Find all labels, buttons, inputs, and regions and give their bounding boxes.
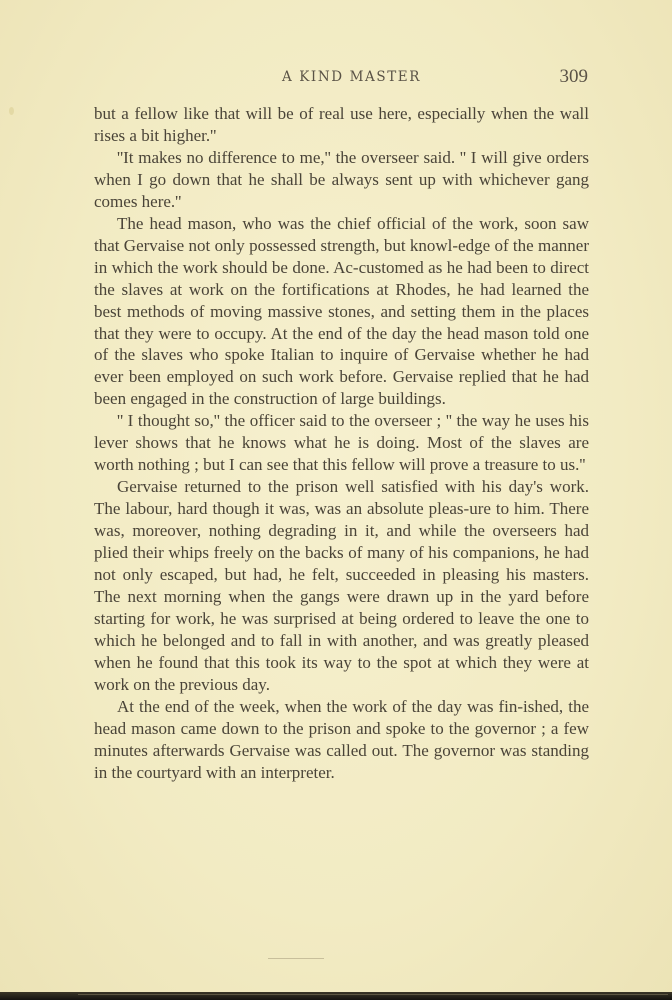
running-head	[0, 66, 672, 90]
paper-blemish	[9, 107, 14, 115]
paragraph: The head mason, who was the chief official of the work, soon saw that Gervaise not only possessed strength, but knowl-edge of the manner in which the work should be done. Ac-customed as he had been to direct the slaves at work on the fortifications at Rhodes, he had learned the best methods of moving massive stones, and setting them in the places that they were to occupy. At the end of the day the head mason told one of the slaves who spoke Italian to inquire of Gervaise whether he had ever been employed on such work before. Gervaise replied that he had been engaged in the construction of large buildings.	[94, 213, 589, 409]
paragraph: but a fellow like that will be of real use here, especially when the wall rises a bit higher.''	[94, 104, 589, 145]
paragraph: Gervaise returned to the prison well satisfied with his day's work. The labour, hard though it was, was an absolute pleas-ure to him. There was, moreover, nothing degrading in it, and while the overseers had plied their whips freely on the backs of many of his companions, he had not only escaped, but had, he felt, succeeded in pleasing his masters. The next morning when the gangs were drawn up in the yard before starting for work, he was surprised at being ordered to leave the one to which he belonged and to fall in with another, and was greatly pleased when he found that this took its way to the spot at which they were at work on the previous day.	[94, 477, 589, 694]
body-text	[94, 103, 589, 784]
running-title: A KIND MASTER	[282, 69, 422, 85]
page-edge-line	[78, 994, 668, 995]
paragraph: '' I thought so,'' the officer said to the overseer ; '' the way he uses his lever shows that he knows what he is doing. Most of the slaves are worth nothing ; but I can see that this fellow will prove a treasure to us.''	[94, 411, 589, 475]
paragraph: ''It makes no difference to me,'' the overseer said. '' I will give orders when I go down that he shall be always sent up with whichever gang comes here.''	[94, 147, 589, 211]
page-number: 309	[559, 66, 588, 87]
paragraph: At the end of the week, when the work of the day was fin-ished, the head mason came down to the prison and spoke to the governor ; a few minutes afterwards Gervaise was called out. The governor was standing in the courtyard with an interpreter.	[94, 696, 589, 782]
footer-rule	[268, 958, 324, 959]
